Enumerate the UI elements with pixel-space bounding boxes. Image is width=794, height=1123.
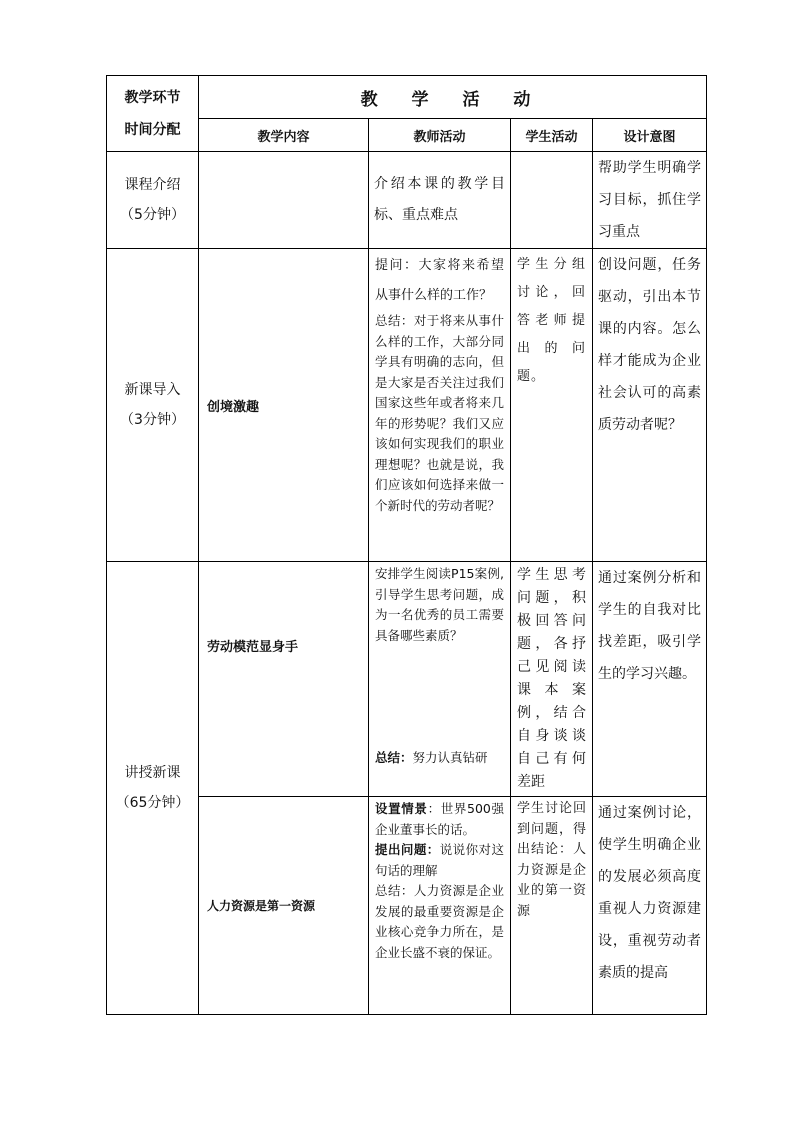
content-cell: 人力资源是第一资源 <box>199 797 369 1015</box>
teacher-activity: 介绍本课的教学目标、重点难点 <box>369 152 511 249</box>
teacher-activity <box>369 562 511 797</box>
teacher-summary: 总结：人力资源是企业发展的最重要资源是企业核心竞争力所在，是企业长盛不衰的保证。 <box>375 883 504 960</box>
header-title: 教 学 活 动 <box>199 76 707 119</box>
header-time-label: 时间分配 <box>124 121 181 138</box>
header-col-teacher: 教师活动 <box>369 119 511 152</box>
stage-name: 新课导入 <box>124 382 181 398</box>
stage-name: 讲授新课 <box>124 765 181 781</box>
table-row <box>107 152 707 249</box>
design-intent: 通过案例分析和学生的自我对比找差距，吸引学生的学习兴趣。 <box>593 562 707 797</box>
header-col-content: 教学内容 <box>199 119 369 152</box>
student-activity <box>511 152 593 249</box>
scenario-label: 设置情景 <box>375 801 428 816</box>
student-activity: 学生分组讨论，回答老师提出的问题。 <box>511 249 593 562</box>
teacher-scenario <box>375 799 504 840</box>
teacher-question: 提问：大家将来希望从事什么样的工作？ <box>375 258 504 303</box>
content-cell: 劳动模范显身手 <box>199 562 369 797</box>
student-activity: 学生讨论回到问题，得出结论：人力资源是企业的第一资源 <box>511 797 593 1015</box>
header-col-student: 学生活动 <box>511 119 593 152</box>
content-cell: 创境激趣 <box>199 249 369 562</box>
header-col-design: 设计意图 <box>593 119 707 152</box>
stage-cell <box>107 249 199 562</box>
stage-time: （5分钟） <box>120 207 185 223</box>
stage-time: （3分钟） <box>120 412 185 428</box>
scenario-text: ：世界500强企业董事长的话。 <box>375 801 504 837</box>
table-row <box>107 249 707 562</box>
summary-text: 努力认真钻研 <box>412 749 488 765</box>
header-stage-time <box>107 76 199 152</box>
teacher-summary <box>375 748 488 769</box>
design-intent: 帮助学生明确学习目标，抓住学习重点 <box>593 152 707 249</box>
header-stage-label: 教学环节 <box>124 89 181 106</box>
question-label: 提出问题： <box>375 842 440 857</box>
question-text: 说说你对这句话的理解 <box>375 842 504 878</box>
teacher-activity <box>369 797 511 1015</box>
lesson-plan-table <box>106 75 707 1015</box>
design-intent: 通过案例讨论，使学生明确企业的发展必须高度重视人力资源建设，重视劳动者素质的提高 <box>593 797 707 1015</box>
teacher-question <box>375 840 504 881</box>
stage-name: 课程介绍 <box>124 177 181 193</box>
stage-cell <box>107 562 199 1015</box>
teacher-arrangement: 安排学生阅读P15案例,引导学生思考问题，成为一名优秀的员工需要具备哪些素质？ <box>375 566 504 643</box>
content-cell <box>199 152 369 249</box>
table-row <box>107 562 707 797</box>
student-activity: 学生思考问题，积极回答问题，各抒己见阅读课本案例，结合自身谈谈自己有何差距 <box>511 562 593 797</box>
design-intent: 创设问题，任务驱动，引出本节课的内容。怎么样才能成为企业社会认可的高素质劳动者呢？ <box>593 249 707 562</box>
teacher-activity <box>369 249 511 562</box>
summary-label: 总结： <box>375 749 413 765</box>
stage-time: （65分钟） <box>115 795 190 811</box>
stage-cell <box>107 152 199 249</box>
teacher-summary: 总结：对于将来从事什么样的工作，大部分同学具有明确的志向，但是大家是否关注过我们国家这些年或者将来几年的形势呢？我们又应该如何实现我们的职业理想呢？也就是说，我们应该如何选择来做一个新时代的劳动者呢？ <box>375 313 504 513</box>
